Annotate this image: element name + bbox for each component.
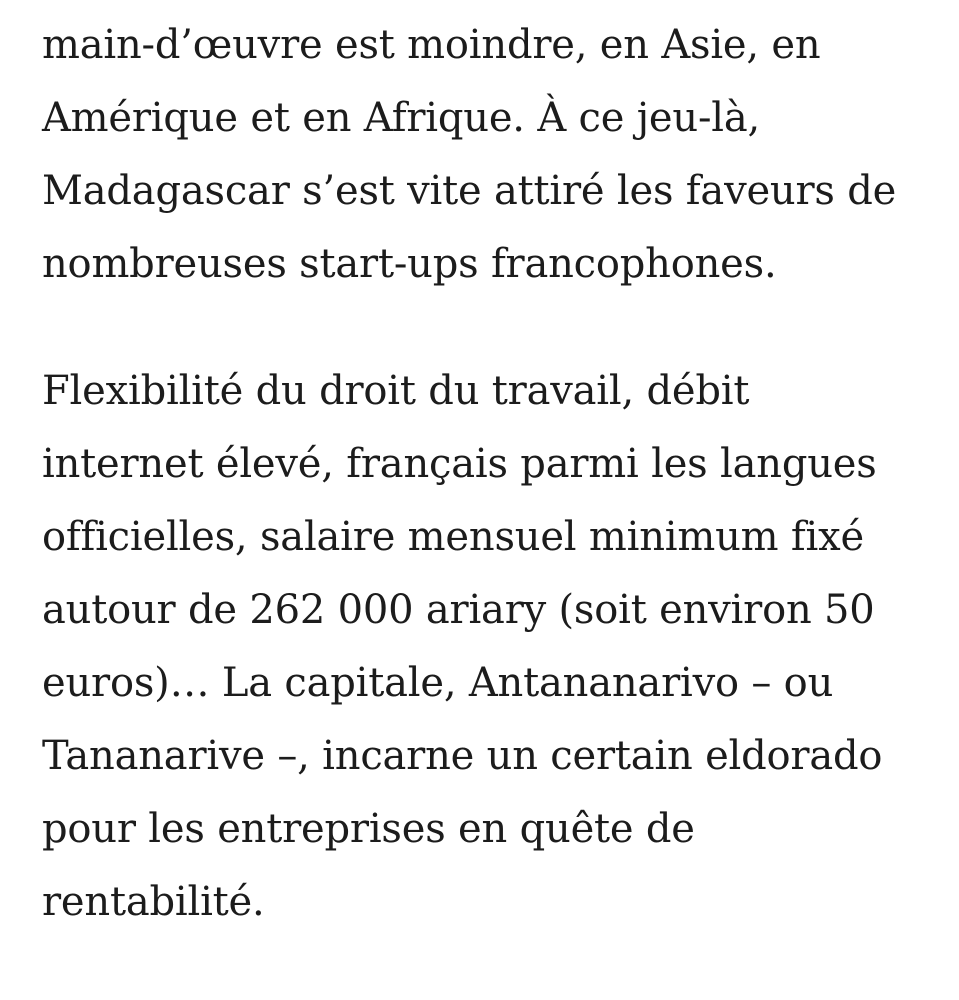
paragraph-line: nombreuses start-ups francophones. <box>42 241 777 287</box>
paragraph-line: euros)… La capitale, Antananarivo – ou <box>42 660 834 706</box>
paragraph-line: Tananarive –, incarne un certain eldorado <box>42 733 883 779</box>
paragraph-line: internet élevé, français parmi les langues <box>42 441 877 487</box>
paragraph-line: rentabilité. <box>42 879 265 925</box>
paragraph-line: autour de 262 000 ariary (soit environ 50 <box>42 587 875 633</box>
paragraph-line: pour les entreprises en quête de <box>42 806 695 852</box>
paragraph-line: Flexibilité du droit du travail, débit <box>42 368 750 414</box>
paragraph-line: Amérique et en Afrique. À ce jeu-là, <box>42 95 761 141</box>
paragraph-spacing <box>42 301 942 355</box>
article-body <box>42 9 942 939</box>
article-paragraph <box>42 355 942 939</box>
paragraph-line: officielles, salaire mensuel minimum fixé <box>42 514 864 560</box>
article-paragraph <box>42 9 942 301</box>
paragraph-line: Madagascar s’est vite attiré les faveurs de <box>42 168 897 214</box>
paragraph-line: main-d’œuvre est moindre, en Asie, en <box>42 22 821 68</box>
